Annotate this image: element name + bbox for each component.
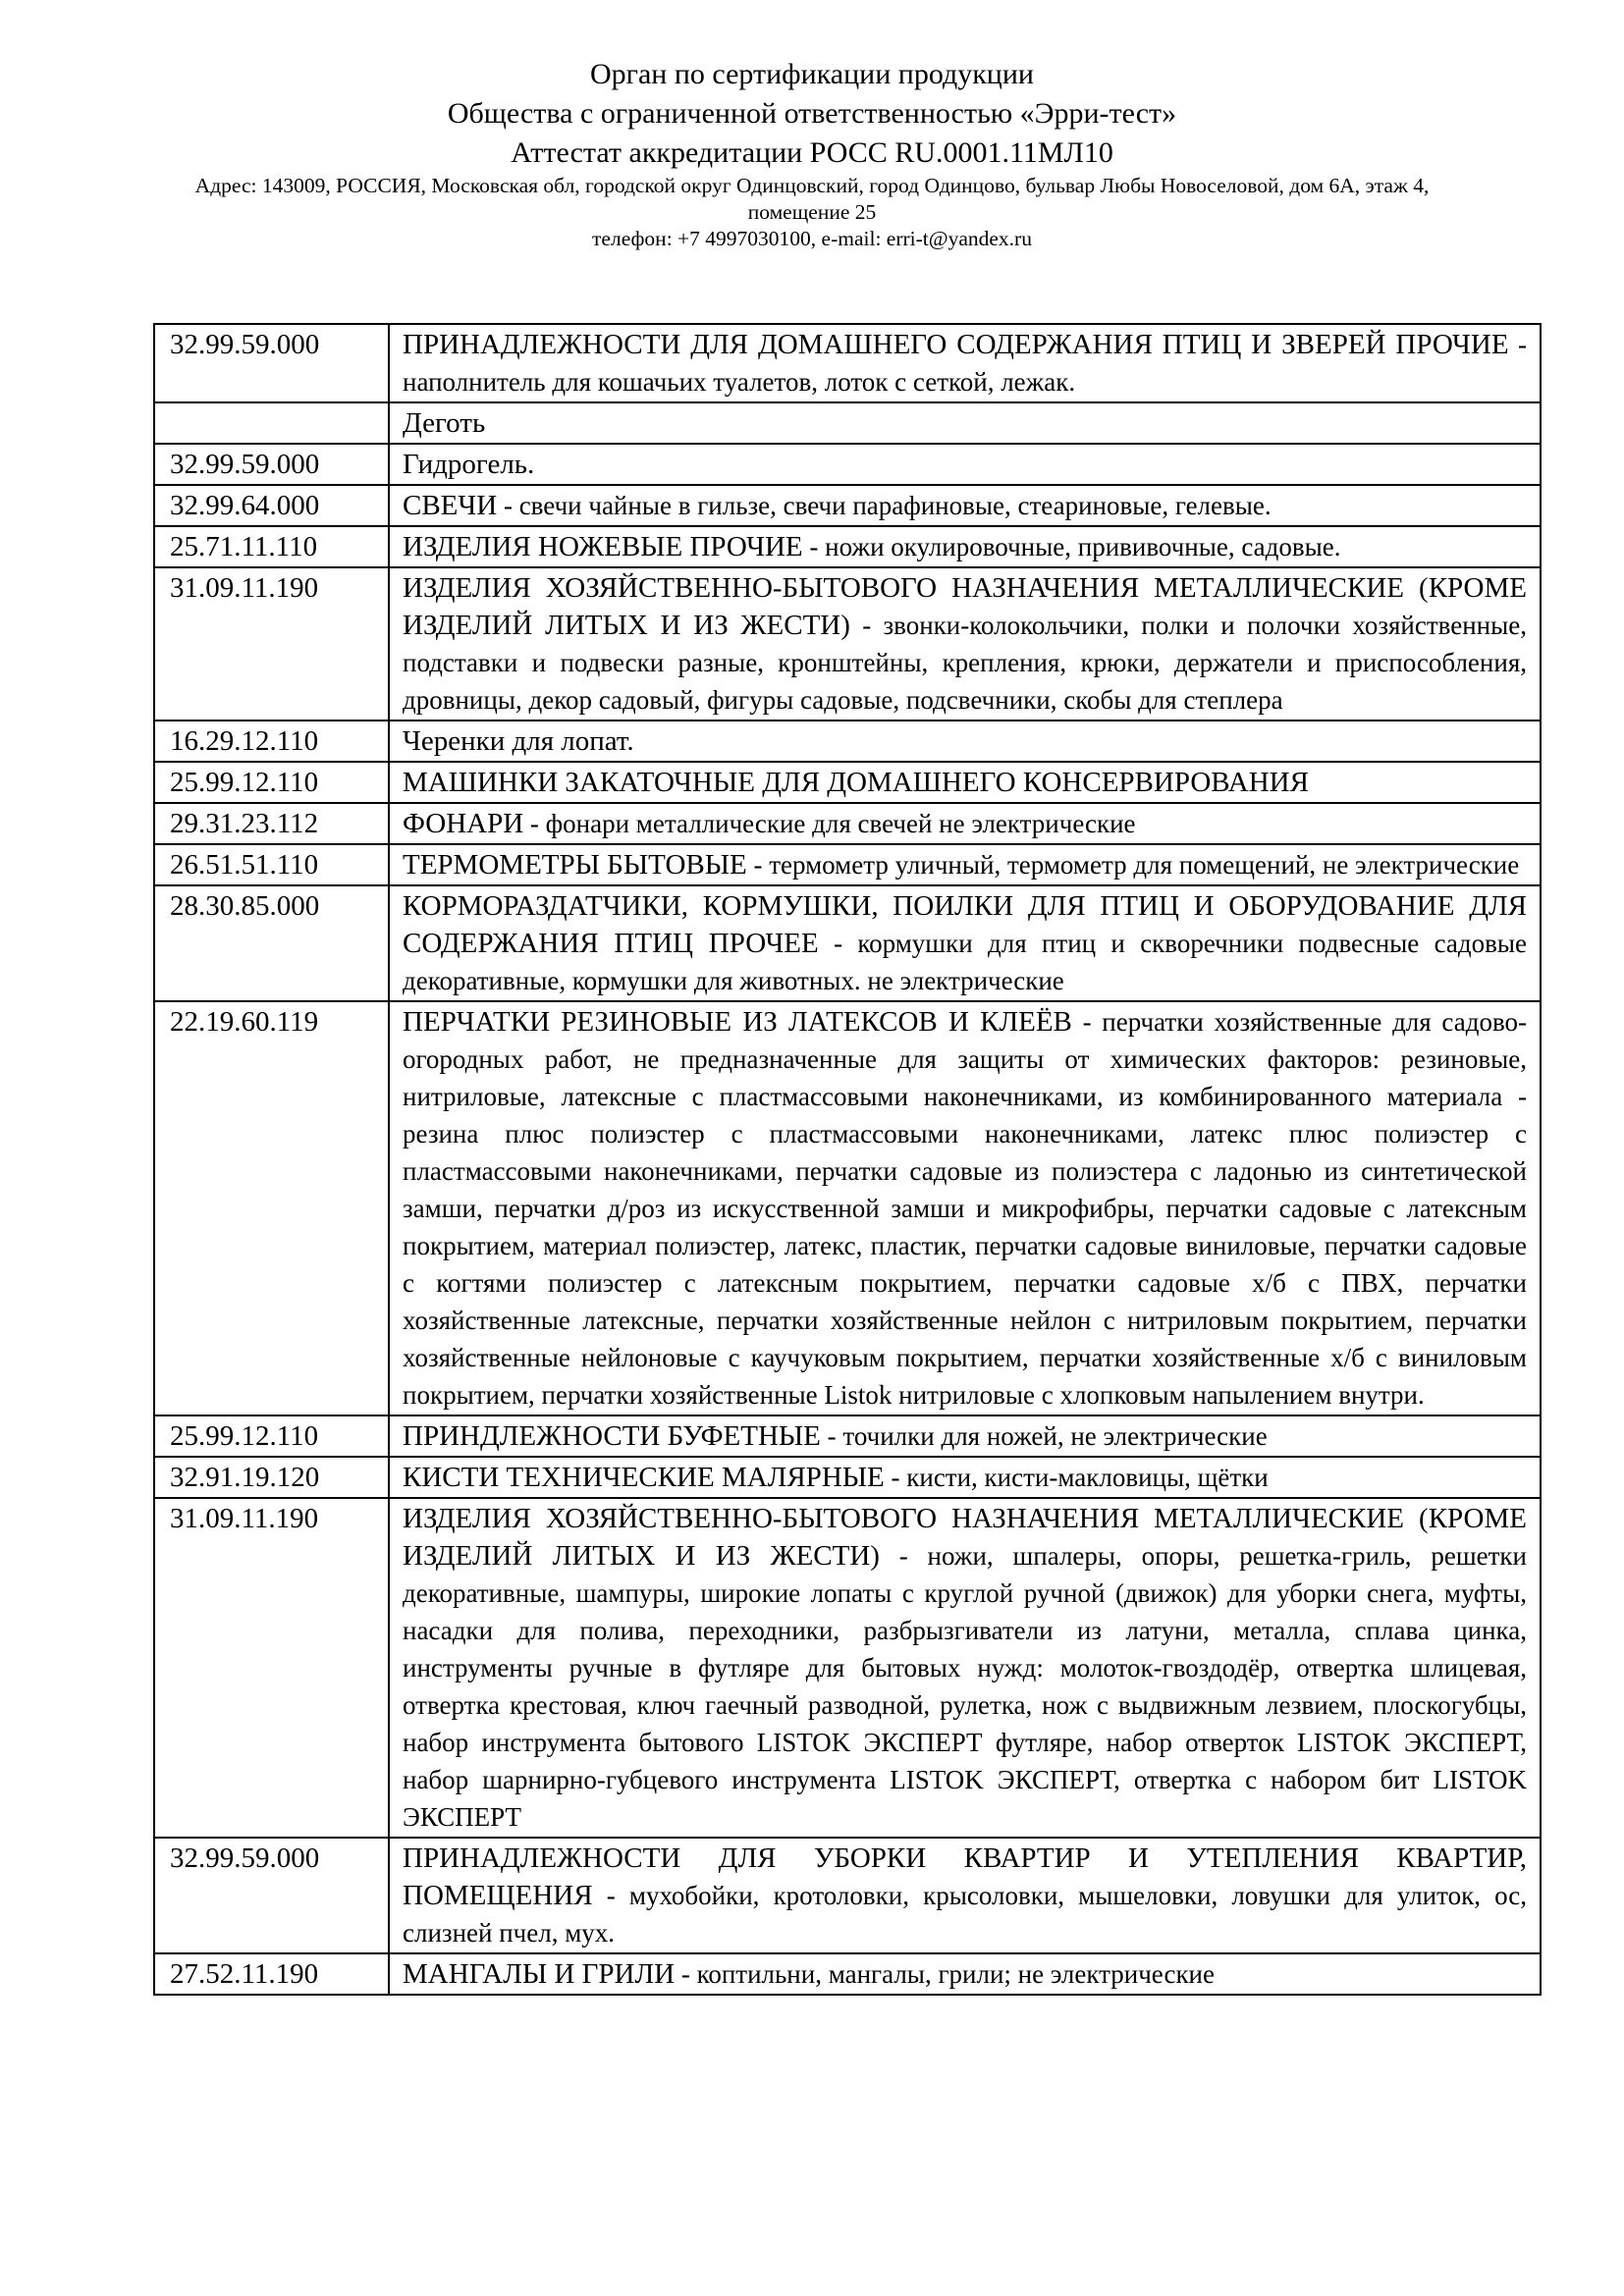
row-description-cell [390, 527, 1540, 566]
row-head-text: ПРИНАДЛЕЖНОСТИ ДЛЯ УБОРКИ КВАРТИР И УТЕПЛЕНИЯ КВАРТИР, ПОМЕЩЕНИЯ [403, 1842, 1527, 1911]
row-head-text: ПЕРЧАТКИ РЕЗИНОВЫЕ ИЗ ЛАТЕКСОВ И КЛЕЁВ [403, 1006, 1072, 1038]
row-code-cell: 25.99.12.110 [155, 763, 390, 802]
row-description-cell [390, 1458, 1540, 1497]
row-detail-text: - кисти, кисти-макловицы, щётки [884, 1463, 1269, 1492]
row-detail-text: - точилки для ножей, не электрические [820, 1421, 1268, 1451]
table-row [155, 1497, 1540, 1837]
row-description-cell [390, 445, 1540, 484]
header-attestation-line: Аттестат аккредитации РОСС RU.0001.11МЛ10 [511, 136, 1113, 169]
row-head-text: ПРИНДЛЕЖНОСТИ БУФЕТНЫЕ [403, 1420, 821, 1452]
table-row [155, 401, 1540, 443]
row-head-text: КОРМОРАЗДАТЧИКИ, КОРМУШКИ, ПОИЛКИ ДЛЯ ПТИЦ И ОБОРУДОВАНИЕ ДЛЯ СОДЕРЖАНИЯ ПТИЦ ПРОЧЕЕ [403, 890, 1527, 959]
row-code-cell: 27.52.11.190 [155, 1954, 390, 1994]
products-table [153, 323, 1542, 1996]
row-detail-text: - звонки-колокольчики, полки и полочки хозяйственные, подставки и подвески разные, кронштейны, крепления, крюки, держатели и приспособления, дровницы, декор садовый, фигуры садовые, подсвечники, скобы для степлера [403, 611, 1527, 715]
row-detail-text: - коптильни, мангалы, грили; не электрические [675, 1959, 1215, 1989]
row-description-cell [390, 1839, 1540, 1952]
row-description-cell [390, 1416, 1540, 1456]
row-description-cell [390, 325, 1540, 401]
row-description-cell [390, 804, 1540, 843]
row-code-cell: 32.91.19.120 [155, 1458, 390, 1497]
header-address-line-2: помещение 25 [747, 200, 877, 224]
header-contact-line: телефон: +7 4997030100, e-mail: erri-t@yandex.ru [592, 227, 1032, 250]
row-detail-text: - мухобойки, кротоловки, крысоловки, мышеловки, ловушки для улиток, ос, слизней пчел, мух. [403, 1881, 1527, 1948]
row-code-cell: 32.99.59.000 [155, 445, 390, 484]
row-head-text: КИСТИ ТЕХНИЧЕСКИЕ МАЛЯРНЫЕ [403, 1462, 885, 1493]
table-row [155, 761, 1540, 802]
row-description-cell [390, 486, 1540, 525]
row-detail-text: - свечи чайные в гильзе, свечи парафиновые, стеариновые, гелевые. [497, 491, 1272, 520]
row-head-text: ИЗДЕЛИЯ НОЖЕВЫЕ ПРОЧИЕ [403, 531, 803, 562]
row-description-cell [390, 763, 1540, 802]
table-row [155, 325, 1540, 401]
header-address-line-1: Адрес: 143009, РОССИЯ, Московская обл, городской округ Одинцовский, город Одинцово, бульвар Любы Новоселовой, дом 6А, этаж 4, [194, 174, 1430, 197]
row-detail-text: - ножи окулировочные, прививочные, садовые. [802, 532, 1341, 561]
row-code-cell: 29.31.23.112 [155, 804, 390, 843]
row-description-cell [390, 568, 1540, 720]
table-row [155, 484, 1540, 525]
row-code-cell: 28.30.85.000 [155, 886, 390, 1000]
row-head-text: Деготь [403, 407, 486, 439]
row-head-text: ТЕРМОМЕТРЫ БЫТОВЫЕ [403, 849, 747, 881]
table-row [155, 843, 1540, 884]
table-row [155, 884, 1540, 1000]
header-org-line: Орган по сертификации продукции [590, 58, 1034, 90]
table-row [155, 443, 1540, 484]
row-description-cell [390, 1002, 1540, 1415]
document-header [0, 0, 1624, 252]
row-code-cell: 25.99.12.110 [155, 1416, 390, 1456]
row-head-text: МАНГАЛЫ И ГРИЛИ [403, 1958, 676, 1990]
table-row [155, 566, 1540, 720]
table-row [155, 1000, 1540, 1415]
row-head-text: Черенки для лопат. [403, 725, 634, 757]
row-code-cell: 31.09.11.190 [155, 1499, 390, 1837]
row-head-text: ИЗДЕЛИЯ ХОЗЯЙСТВЕННО-БЫТОВОГО НАЗНАЧЕНИЯ МЕТАЛЛИЧЕСКИЕ (КРОМЕ ИЗДЕЛИЙ ЛИТЫХ И ИЗ ЖЕСТИ) [403, 1503, 1527, 1572]
table-row [155, 1456, 1540, 1497]
table-row [155, 1837, 1540, 1952]
row-code-cell: 26.51.51.110 [155, 845, 390, 884]
row-code-cell: 32.99.59.000 [155, 325, 390, 401]
row-head-text: ФОНАРИ [403, 808, 524, 839]
row-detail-text: - ножи, шпалеры, опоры, решетка-гриль, решетки декоративные, шампуры, широкие лопаты с круглой ручной (движок) для уборки снега, муфты, насадки для полива, переходники, разбрызгиватели из латуни, металла, сплава цинка, инструменты ручные в футляре для бытовых нужд: молоток-гвоздодёр, отвертка шлицевая, отвертка крестовая, ключ гаечный разводной, рулетка, нож с выдвижным лезвием, плоскогубцы, набор инструмента бытового LISTOK ЭКСПЕРТ футляре, набор отверток LISTOK ЭКСПЕРТ, набор шарнирно-губцевого инструмента LISTOK ЭКСПЕРТ, отвертка с набором бит LISTOK ЭКСПЕРТ [403, 1541, 1527, 1832]
row-detail-text: - наполнитель для кошачьих туалетов, лоток с сеткой, лежак. [403, 330, 1528, 397]
row-code-cell: 31.09.11.190 [155, 568, 390, 720]
row-detail-text: - термометр уличный, термометр для помещений, не электрические [746, 850, 1520, 880]
table-row [155, 1952, 1540, 1994]
row-detail-text: - кормушки для птиц и скворечники подвесные садовые декоративные, кормушки для животных. не электрические [403, 929, 1527, 995]
row-code-cell: 22.19.60.119 [155, 1002, 390, 1415]
row-head-text: СВЕЧИ [403, 490, 498, 521]
row-description-cell [390, 1954, 1540, 1994]
table-row [155, 802, 1540, 843]
row-code-cell: 32.99.59.000 [155, 1839, 390, 1952]
row-code-cell [155, 403, 390, 443]
row-description-cell [390, 403, 1540, 443]
row-code-cell: 32.99.64.000 [155, 486, 390, 525]
row-head-text: ИЗДЕЛИЯ ХОЗЯЙСТВЕННО-БЫТОВОГО НАЗНАЧЕНИЯ МЕТАЛЛИЧЕСКИЕ (КРОМЕ ИЗДЕЛИЙ ЛИТЫХ И ИЗ ЖЕСТИ) [403, 572, 1527, 641]
row-description-cell [390, 845, 1540, 884]
row-head-text: Гидрогель. [403, 449, 535, 480]
table-row [155, 525, 1540, 566]
row-code-cell: 16.29.12.110 [155, 721, 390, 761]
row-head-text: ПРИНАДЛЕЖНОСТИ ДЛЯ ДОМАШНЕГО СОДЕРЖАНИЯ ПТИЦ И ЗВЕРЕЙ ПРОЧИЕ [403, 329, 1509, 360]
row-detail-text: - перчатки хозяйственные для садово-огородных работ, не предназначенные для защиты от химических факторов: резиновые, нитриловые, латексные с пластмассовыми наконечниками, из комбинированного материала - резина плюс полиэстер с пластмассовыми наконечниками, латекс плюс полиэстер с пластмассовыми наконечниками, перчатки садовые из полиэстера с ладонью из синтетической замши, перчатки д/роз из искусственной замши и микрофибры, перчатки садовые с латексным покрытием, материал полиэстер, латекс, пластик, перчатки садовые виниловые, перчатки садовые с когтями полиэстер с латексным покрытием, перчатки садовые х/б с ПВХ, перчатки хозяйственные латексные, перчатки хозяйственные нейлон с нитриловым покрытием, перчатки хозяйственные нейлоновые с каучуковым покрытием, перчатки хозяйственные х/б с виниловым покрытием, перчатки хозяйственные Listok нитриловые с хлопковым напылением внутри. [403, 1007, 1527, 1410]
row-description-cell [390, 886, 1540, 1000]
row-detail-text: - фонари металлические для свечей не электрические [523, 809, 1136, 838]
row-description-cell [390, 1499, 1540, 1837]
row-description-cell [390, 721, 1540, 761]
header-company-line: Общества с ограниченной ответственностью «Эрри-тест» [447, 97, 1177, 130]
row-code-cell: 25.71.11.110 [155, 527, 390, 566]
row-head-text: МАШИНКИ ЗАКАТОЧНЫЕ ДЛЯ ДОМАШНЕГО КОНСЕРВИРОВАНИЯ [403, 767, 1309, 798]
table-row [155, 720, 1540, 761]
table-row [155, 1415, 1540, 1456]
